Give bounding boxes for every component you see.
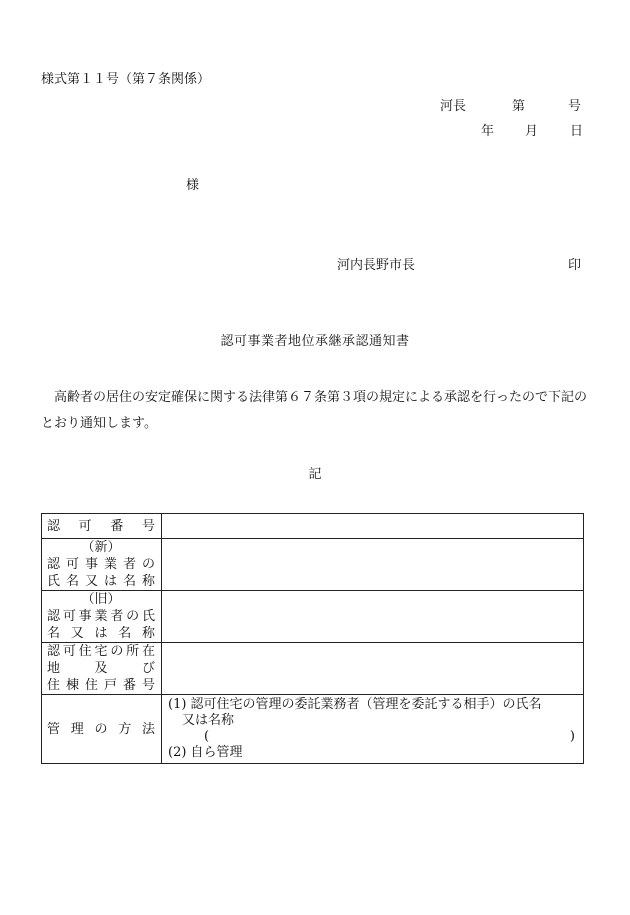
form-number: 様式第１１号（第７条関係） xyxy=(41,72,211,87)
ki-heading: 記 xyxy=(308,467,322,482)
paren-close: ) xyxy=(569,729,575,744)
paren-open: ( xyxy=(204,729,210,744)
date-day: 日 xyxy=(570,124,584,139)
ninka-number-value-cell xyxy=(162,514,584,539)
table-row xyxy=(42,591,584,643)
addressee-honorific: 様 xyxy=(186,178,200,193)
new-operator-value-cell xyxy=(162,539,584,591)
new-operator-label-line1: （新） xyxy=(81,540,121,555)
new-operator-label-line3: 氏名又は名称 xyxy=(47,574,155,589)
method-item1-paren xyxy=(168,729,577,745)
body-text: 高齢者の居住の安定確保に関する法律第６７条第３項の規定による承認を行ったので下記のとおり通知します。 xyxy=(41,390,588,431)
old-operator-label-line3: 名又は名称 xyxy=(47,626,155,641)
address-label-line2: 地及び xyxy=(47,661,155,676)
new-operator-label-line2: 認可事業者の xyxy=(47,557,155,572)
address-label-line3: 住棟住戸番号 xyxy=(47,678,155,693)
table-row xyxy=(42,695,584,764)
date-month: 月 xyxy=(525,124,539,139)
ninka-number-label: 認可番号 xyxy=(47,518,155,534)
table-row xyxy=(42,539,584,591)
method-item1-line2: 又は名称 xyxy=(182,713,235,728)
table-row xyxy=(42,643,584,695)
reference-prefix: 河長 xyxy=(440,99,467,114)
old-operator-label-line2: 認可事業者の氏 xyxy=(47,609,155,624)
address-value-cell xyxy=(162,643,584,695)
table-row xyxy=(42,514,584,539)
reference-go: 号 xyxy=(568,99,582,114)
address-label-cell xyxy=(42,643,162,695)
document-title: 認可事業者地位承継承認通知書 xyxy=(220,334,410,349)
ninka-number-label-cell xyxy=(42,514,162,539)
old-operator-label-line1: （旧） xyxy=(81,592,121,607)
reference-dai: 第 xyxy=(512,99,526,114)
old-operator-value-cell xyxy=(162,591,584,643)
detail-table xyxy=(41,513,584,764)
method-label: 管理の方法 xyxy=(47,721,155,737)
date-year: 年 xyxy=(481,124,495,139)
new-operator-label-cell xyxy=(42,539,162,591)
method-item1-line1: (1) 認可住宅の管理の委託業務者（管理を委託する相手）の氏名 xyxy=(168,697,542,712)
method-item2: (2) 自ら管理 xyxy=(168,745,243,760)
method-label-cell xyxy=(42,695,162,764)
seal-mark: 印 xyxy=(568,258,582,273)
method-value-cell xyxy=(162,695,584,764)
issuer-name: 河内長野市長 xyxy=(337,258,416,273)
address-label-line1: 認可住宅の所在 xyxy=(47,644,155,659)
old-operator-label-cell xyxy=(42,591,162,643)
